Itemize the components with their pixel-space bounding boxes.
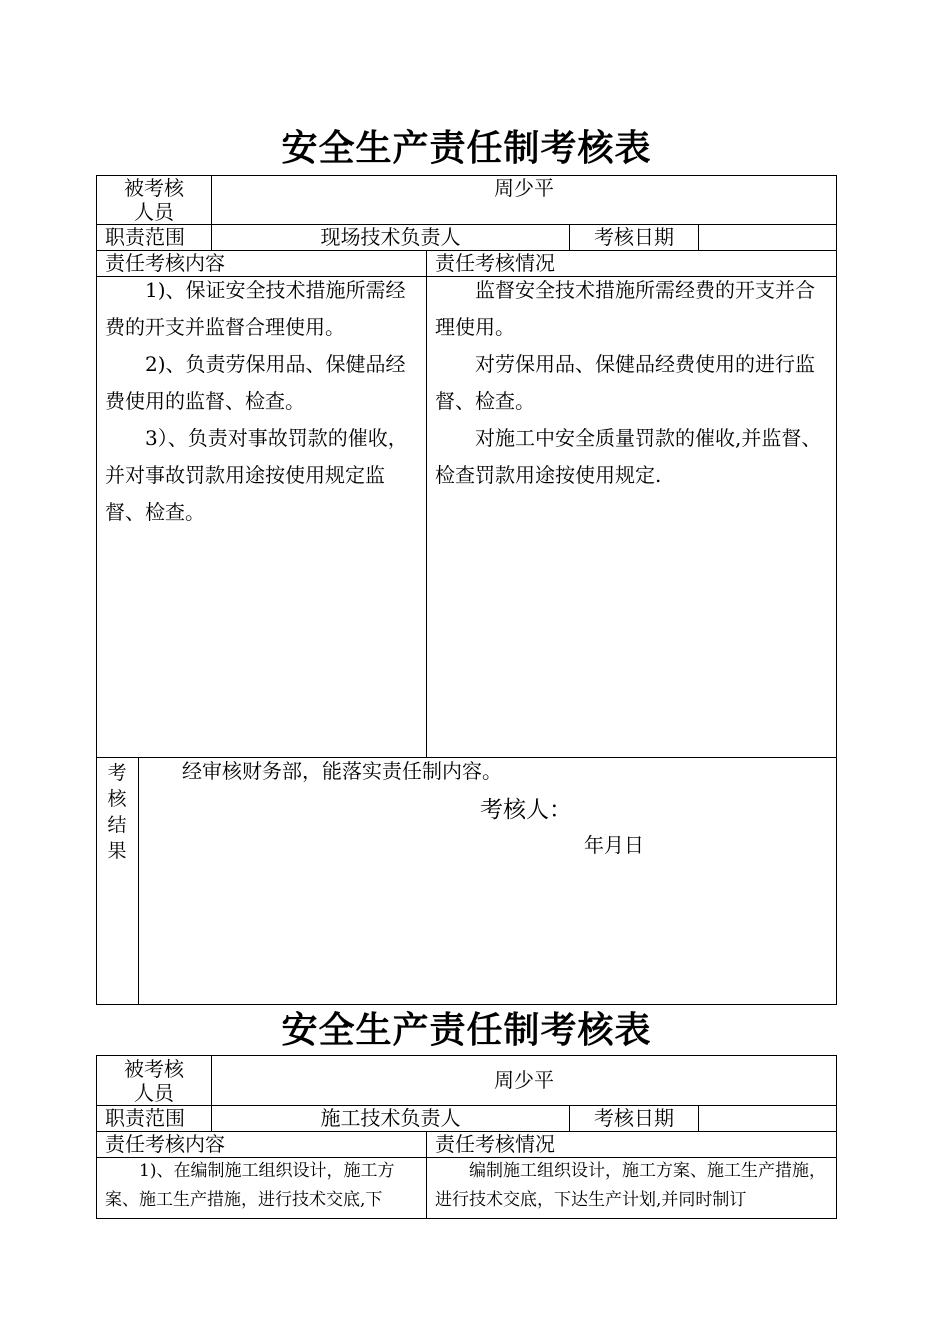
form2-border-bottom	[96, 1218, 837, 1219]
status-header: 责任考核情况	[435, 251, 555, 275]
form2-border-top	[96, 1055, 837, 1056]
date-label: 考核日期	[594, 225, 674, 249]
status-item: 监督安全技术措施所需经费的开支并合理使用。	[435, 278, 815, 339]
result-label-char: 果	[107, 840, 127, 862]
content-list	[105, 272, 419, 531]
result-text: 经审核财务部，能落实责任制内容。	[182, 759, 502, 783]
status-list	[435, 1157, 831, 1217]
status-list	[435, 272, 829, 494]
status-header: 责任考核情况	[435, 1132, 555, 1156]
examinee-label-line2: 人员	[134, 200, 174, 224]
result-label-char: 结	[107, 814, 127, 836]
content-item: 2)、负责劳保用品、保健品经费使用的监督、检查。	[105, 352, 406, 413]
form2-title: 安全生产责任制考核表	[281, 1009, 652, 1051]
result-label-char: 考	[107, 762, 127, 784]
scope-value: 现场技术负责人	[320, 225, 461, 249]
examinee-label: 被考核	[124, 1057, 184, 1081]
form1-title: 安全生产责任制考核表	[281, 127, 652, 169]
content-item: 3）、负责对事故罚款的催收，并对事故罚款用途按使用规定监督、检查。	[105, 426, 408, 524]
form1-row-line	[96, 757, 837, 758]
result-label-char: 核	[107, 788, 127, 810]
result-label	[105, 760, 129, 864]
date-line: 年月日	[584, 833, 644, 857]
status-item: 对施工中安全质量罚款的催收,并监督、检查罚款用途按使用规定.	[435, 426, 822, 487]
scope-value: 施工技术负责人	[320, 1106, 461, 1130]
form1-col-line	[426, 250, 427, 758]
content-header: 责任考核内容	[105, 251, 225, 275]
form1-col-line	[138, 757, 139, 1005]
content-item: 1)、在编制施工组织设计，施工方案、施工生产措施，进行技术交底,下	[105, 1161, 395, 1210]
status-item: 对劳保用品、保健品经费使用的进行监督、检查。	[435, 352, 815, 413]
form1-border-left	[96, 175, 97, 1005]
content-header: 责任考核内容	[105, 1132, 225, 1156]
form2-col-line	[698, 1105, 699, 1132]
form2-col-line	[426, 1131, 427, 1219]
form2-border-right	[836, 1055, 837, 1219]
date-label: 考核日期	[594, 1106, 674, 1130]
form1-col-line	[698, 224, 699, 251]
examinee-label-line2: 人员	[134, 1081, 174, 1105]
content-list	[105, 1157, 421, 1217]
scope-label: 职责范围	[105, 225, 185, 249]
examinee-name: 周少平	[494, 176, 554, 200]
form1-border-bottom	[96, 1004, 837, 1005]
form1-border-right	[836, 175, 837, 1005]
examinee-label: 被考核	[124, 176, 184, 200]
examinee-name: 周少平	[494, 1068, 554, 1092]
status-item: 编制施工组织设计，施工方案、施工生产措施，进行技术交底，下达生产计划,并同时制订	[435, 1161, 826, 1210]
scope-label: 职责范围	[105, 1106, 185, 1130]
content-item: 1)、保证安全技术措施所需经费的开支并监督合理使用。	[105, 278, 406, 339]
assessor-label: 考核人：	[480, 797, 572, 823]
